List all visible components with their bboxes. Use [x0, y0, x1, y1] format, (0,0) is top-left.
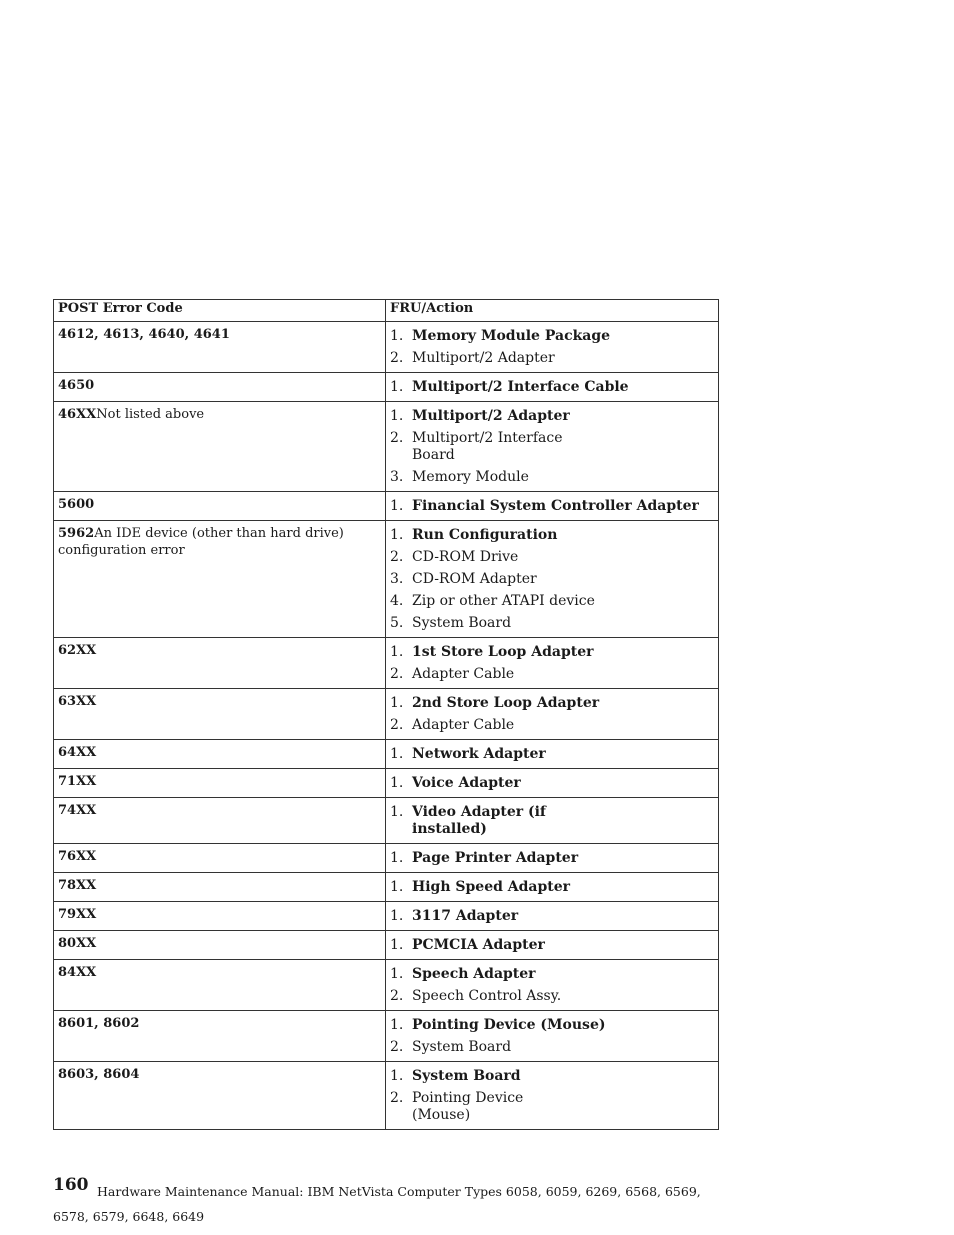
error-code: 4650 [58, 378, 95, 393]
table-row [54, 492, 719, 521]
table-row [54, 769, 719, 798]
fru-action-text: Zip or other ATAPI device [412, 593, 595, 609]
fru-action-item [390, 1017, 742, 1034]
error-code: 8603, 8604 [58, 1067, 140, 1082]
fru-action-number: 1. [390, 1068, 404, 1084]
fru-action-text: PCMCIA Adapter [412, 937, 545, 953]
error-code: 80XX [58, 936, 97, 951]
table-row [54, 373, 719, 402]
fru-action-item [390, 988, 742, 1005]
fru-action-text: Multiport/2 Interface Board [412, 430, 563, 463]
fru-action-text: CD-ROM Adapter [412, 571, 537, 587]
fru-action-number: 2. [390, 1039, 404, 1055]
fru-action-cell [386, 960, 719, 1011]
fru-action-list [390, 850, 714, 867]
error-code: 84XX [58, 965, 97, 980]
table-row [54, 873, 719, 902]
fru-action-number: 2. [390, 988, 404, 1004]
error-code: 79XX [58, 907, 97, 922]
fru-action-cell [386, 322, 719, 373]
table-row [54, 740, 719, 769]
error-code: 63XX [58, 694, 97, 709]
table-body [54, 322, 719, 1130]
fru-action-item [390, 804, 572, 838]
fru-action-number: 2. [390, 350, 404, 366]
fru-action-item [390, 527, 742, 544]
fru-action-text: Multiport/2 Interface Cable [412, 379, 629, 395]
fru-action-cell [386, 740, 719, 769]
fru-action-item [390, 717, 742, 734]
error-code-cell [54, 931, 386, 960]
fru-action-number: 2. [390, 666, 404, 682]
fru-action-cell [386, 902, 719, 931]
fru-action-text: 3117 Adapter [412, 908, 519, 924]
table-row [54, 1011, 719, 1062]
error-code: 46XX [58, 407, 97, 422]
error-code: 78XX [58, 878, 97, 893]
error-code-cell [54, 402, 386, 492]
fru-action-number: 1. [390, 937, 404, 953]
error-code-cell [54, 740, 386, 769]
fru-action-number: 5. [390, 615, 404, 631]
error-code: 76XX [58, 849, 97, 864]
error-code-cell [54, 873, 386, 902]
fru-action-cell [386, 402, 719, 492]
fru-action-text: Memory Module Package [412, 328, 611, 344]
error-code-cell [54, 769, 386, 798]
fru-action-number: 1. [390, 1017, 404, 1033]
fru-action-item [390, 775, 742, 792]
fru-action-item [390, 593, 742, 610]
fru-action-number: 1. [390, 746, 404, 762]
fru-action-number: 1. [390, 908, 404, 924]
fru-action-item [390, 1068, 742, 1085]
fru-action-text: Adapter Cable [412, 717, 515, 733]
error-code-cell [54, 322, 386, 373]
fru-action-list [390, 746, 714, 763]
fru-action-item [390, 1039, 742, 1056]
fru-action-list [390, 908, 714, 925]
table-row [54, 931, 719, 960]
error-description: Not listed above [96, 407, 205, 422]
post-error-table [53, 299, 719, 1130]
error-code-cell [54, 1062, 386, 1130]
fru-action-number: 1. [390, 695, 404, 711]
fru-action-item [390, 746, 742, 763]
fru-action-cell [386, 844, 719, 873]
fru-action-item [390, 469, 742, 486]
fru-action-number: 3. [390, 469, 404, 485]
fru-action-text: Pointing Device (Mouse) [412, 1017, 606, 1033]
error-code: 4612, 4613, 4640, 4641 [58, 327, 230, 342]
table-row [54, 1062, 719, 1130]
fru-action-list [390, 498, 714, 515]
error-code-cell [54, 492, 386, 521]
fru-action-item [390, 644, 742, 661]
fru-action-item [390, 666, 742, 683]
fru-action-number: 4. [390, 593, 404, 609]
fru-action-text: 2nd Store Loop Adapter [412, 695, 600, 711]
fru-action-item [390, 549, 742, 566]
fru-action-text: Network Adapter [412, 746, 546, 762]
fru-action-cell [386, 873, 719, 902]
fru-action-text: Memory Module [412, 469, 529, 485]
fru-action-text: CD-ROM Drive [412, 549, 519, 565]
fru-action-list [390, 379, 714, 396]
footer-text: Hardware Maintenance Manual: IBM NetVista Computer Types 6058, 6059, 6269, 6568, 6569, 6578, 6579, 6648, 6649 [53, 1184, 701, 1224]
error-code-cell [54, 638, 386, 689]
fru-action-item [390, 966, 742, 983]
error-code: 64XX [58, 745, 97, 760]
table-row [54, 322, 719, 373]
fru-action-text: 1st Store Loop Adapter [412, 644, 594, 660]
error-code: 71XX [58, 774, 97, 789]
header-post-error-code: POST Error Code [54, 300, 386, 322]
error-code-cell [54, 521, 386, 638]
table-row [54, 960, 719, 1011]
page-number: 160 [53, 1175, 89, 1195]
fru-action-item [390, 408, 742, 425]
header-fru-action: FRU/Action [386, 300, 719, 322]
fru-action-list [390, 328, 714, 367]
fru-action-cell [386, 521, 719, 638]
fru-action-cell [386, 689, 719, 740]
error-code-cell [54, 689, 386, 740]
fru-action-item [390, 571, 742, 588]
fru-action-number: 3. [390, 571, 404, 587]
fru-action-item [390, 328, 742, 345]
fru-action-list [390, 879, 714, 896]
error-code-cell [54, 960, 386, 1011]
fru-action-text: Speech Adapter [412, 966, 536, 982]
fru-action-list [390, 695, 714, 734]
table-row [54, 638, 719, 689]
table-row [54, 902, 719, 931]
fru-action-cell [386, 373, 719, 402]
fru-action-cell [386, 1062, 719, 1130]
error-code-cell [54, 373, 386, 402]
fru-action-number: 2. [390, 717, 404, 733]
fru-action-text: Page Printer Adapter [412, 850, 579, 866]
fru-action-text: Video Adapter (if installed) [412, 804, 546, 837]
fru-action-cell [386, 769, 719, 798]
fru-action-text: Financial System Controller Adapter [412, 498, 699, 514]
fru-action-list [390, 966, 714, 1005]
fru-action-number: 1. [390, 966, 404, 982]
fru-action-number: 1. [390, 408, 404, 424]
fru-action-cell [386, 492, 719, 521]
fru-action-cell [386, 798, 719, 844]
fru-action-number: 1. [390, 328, 404, 344]
error-code: 74XX [58, 803, 97, 818]
fru-action-number: 1. [390, 850, 404, 866]
fru-action-text: Multiport/2 Adapter [412, 350, 555, 366]
fru-action-number: 1. [390, 379, 404, 395]
table-row [54, 844, 719, 873]
fru-action-list [390, 408, 714, 486]
fru-action-list [390, 937, 714, 954]
error-code-cell [54, 844, 386, 873]
fru-action-list [390, 527, 714, 632]
error-code: 62XX [58, 643, 97, 658]
fru-action-cell [386, 638, 719, 689]
fru-action-number: 1. [390, 775, 404, 791]
fru-action-list [390, 775, 714, 792]
fru-action-list [390, 1068, 714, 1124]
fru-action-item [390, 350, 742, 367]
fru-action-text: System Board [412, 615, 512, 631]
fru-action-number: 2. [390, 549, 404, 565]
fru-action-item [390, 615, 742, 632]
fru-action-list [390, 804, 714, 838]
table-header-row [54, 300, 719, 322]
fru-action-item [390, 937, 742, 954]
fru-action-list [390, 1017, 714, 1056]
fru-action-text: Pointing Device (Mouse) [412, 1090, 524, 1123]
fru-action-number: 1. [390, 527, 404, 543]
fru-action-item [390, 379, 742, 396]
table-row [54, 402, 719, 492]
fru-action-number: 1. [390, 644, 404, 660]
fru-action-text: High Speed Adapter [412, 879, 571, 895]
error-description: An IDE device (other than hard drive) configuration error [58, 526, 344, 558]
fru-action-text: Adapter Cable [412, 666, 515, 682]
fru-action-item [390, 1090, 572, 1124]
fru-action-text: Voice Adapter [412, 775, 521, 791]
fru-action-list [390, 644, 714, 683]
fru-action-text: Run Configuration [412, 527, 558, 543]
error-code: 5962 [58, 526, 95, 541]
fru-action-item [390, 908, 742, 925]
table-row [54, 689, 719, 740]
fru-action-text: Multiport/2 Adapter [412, 408, 570, 424]
fru-action-number: 1. [390, 879, 404, 895]
error-code-cell [54, 1011, 386, 1062]
fru-action-item [390, 850, 742, 867]
fru-action-item [390, 498, 742, 515]
fru-action-text: System Board [412, 1068, 521, 1084]
table-row [54, 798, 719, 844]
fru-action-cell [386, 931, 719, 960]
fru-action-text: Speech Control Assy. [412, 988, 562, 1004]
fru-action-text: System Board [412, 1039, 512, 1055]
fru-action-number: 1. [390, 804, 404, 820]
fru-action-number: 1. [390, 498, 404, 514]
fru-action-item [390, 695, 742, 712]
error-code: 8601, 8602 [58, 1016, 140, 1031]
error-code-cell [54, 798, 386, 844]
fru-action-number: 2. [390, 430, 404, 446]
fru-action-number: 2. [390, 1090, 404, 1106]
table-row [54, 521, 719, 638]
error-code: 5600 [58, 497, 95, 512]
fru-action-item [390, 879, 742, 896]
error-code-cell [54, 902, 386, 931]
fru-action-item [390, 430, 572, 464]
fru-action-cell [386, 1011, 719, 1062]
